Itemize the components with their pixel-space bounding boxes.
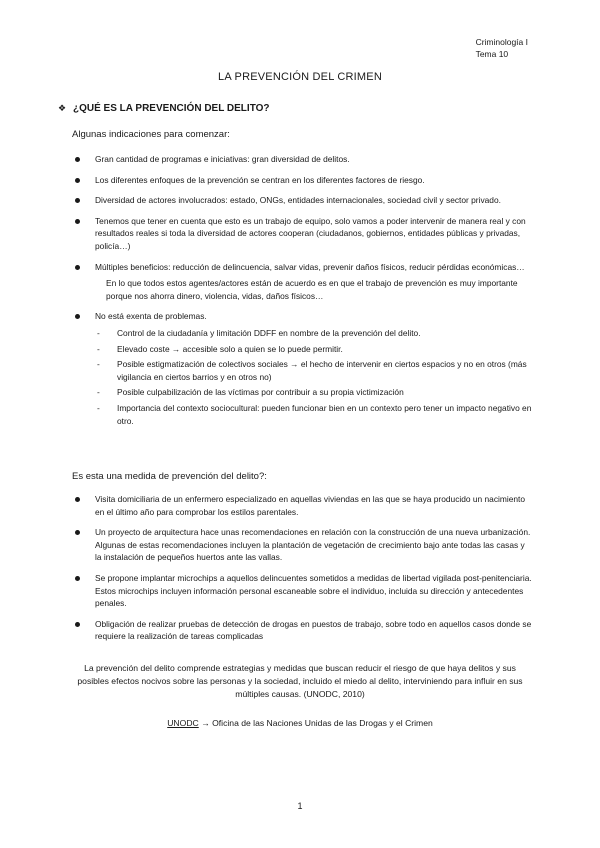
sublist-item-text: Posible culpabilización de las víctimas por contribuir a su propia victimización [117,387,404,398]
sublist-item [95,358,532,383]
question-intro: Es esta una medida de prevención del delito?: [72,471,267,482]
sublist-item [95,386,532,399]
sublist-item [95,402,532,427]
dash-icon: - [97,359,100,370]
dash-icon: - [97,402,100,413]
list-item [74,526,532,564]
list-item-text: Obligación de realizar pruebas de detección de drogas en puestos de trabajo, sobre todo en aquellos casos donde se requiere la realización de tareas complicadas [95,618,532,642]
acronym-footnote [0,718,600,728]
dash-icon: - [97,387,100,398]
list-item [74,194,532,207]
list-item-note: En lo que todos estos agentes/actores están de acuerdo es en que el trabajo de prevención es muy importante porque nos ahorra dinero, violencia, vidas, daños físicos… [106,278,518,301]
sublist-item-text: Importancia del contexto sociocultural: pueden funcionar bien en un contexto pero tener un impacto negativo en otro. [117,402,532,426]
sublist-item-text: Elevado coste → accesible solo a quien se lo puede permitir. [117,343,343,354]
list-item [74,261,532,303]
list-item [74,310,532,427]
document-title: LA PREVENCIÓN DEL CRIMEN [218,71,382,83]
list-item [74,572,532,610]
header-topic: Tema 10 [475,49,509,59]
list-item-text: Gran cantidad de programas e iniciativas: gran diversidad de delitos. [95,154,350,164]
list-item-text: Diversidad de actores involucrados: estado, ONGs, entidades internacionales, sociedad civil y sector privado. [95,195,501,206]
sublist-item [95,327,532,340]
list-item-text: Un proyecto de arquitectura hace unas recomendaciones en relación con la construcción de una nueva urbanización. Algunas de estas recomendaciones incluyen la plantación de vegetación de crecimiento bajo ante todas las casas y la instalación de pequeños huertos ante las vallas. [95,527,531,563]
list-item-text: Se propone implantar microchips a aquellos delincuentes sometidos a medidas de libertad vigilada post-penitenciaria. Estos microchips incluyen información personal escaneable sobre el individuo, incluida su dirección y antecedentes penales. [95,572,532,609]
page-header [476,36,528,60]
list-item-text: No está exenta de problemas. [95,311,207,322]
dash-icon: - [97,327,100,338]
question-list [74,493,532,651]
page-number: 1 [297,801,303,811]
list-item [74,618,532,643]
diamond-bullet-icon: ❖ [58,103,67,113]
acronym-expansion: → Oficina de las Naciones Unidas de las Drogas y el Crimen [201,718,433,728]
section-intro: Algunas indicaciones para comenzar: [72,129,230,140]
problems-sublist [95,327,532,427]
list-item-text: Tenemos que tener en cuenta que esto es un trabajo de equipo, solo vamos a poder intervenir de manera real y con resultados reales si toda la diversidad de actores cooperan (ciudadanos, gobiernos, entidades públicas y privadas, policía…) [95,215,526,251]
dash-icon: - [97,343,100,354]
list-item-text: Los diferentes enfoques de la prevención se centran en los diferentes factores de riesgo. [95,174,425,185]
sublist-item-text: Posible estigmatización de colectivos sociales → el hecho de intervenir en ciertos espacios y no en otros (más vigilancia en ciertos barrios y en otros no) [117,359,527,382]
list-item [74,493,532,518]
list-item-text: Visita domiciliaria de un enfermero especializado en aquellas viviendas en las que se haya producido un nacimiento en el último año para comprobar los estilos parentales. [95,494,526,517]
list-item-text: Múltiples beneficios: reducción de delincuencia, salvar vidas, prevenir daños físicos, reducir pérdidas económicas… [95,261,525,272]
list-item [74,215,532,253]
list-item [74,153,532,166]
acronym-abbr: UNODC [167,718,199,728]
indications-list [74,153,532,435]
list-item [74,174,532,187]
sublist-item [95,343,532,356]
sublist-item-text: Control de la ciudadanía y limitación DDFF en nombre de la prevención del delito. [117,327,421,338]
section-heading [58,103,270,114]
section-heading-text: ¿QUÉ ES LA PREVENCIÓN DEL DELITO? [73,103,270,114]
header-subject: Criminología I [475,37,528,47]
definition-quote: La prevención del delito comprende estrategias y medidas que buscan reducir el riesgo de que haya delitos y sus posibles efectos nocivos sobre las personas y la sociedad, incluido el miedo al delito, interviniendo para influir en sus múltiples causas. (UNODC, 2010) [77,663,523,699]
